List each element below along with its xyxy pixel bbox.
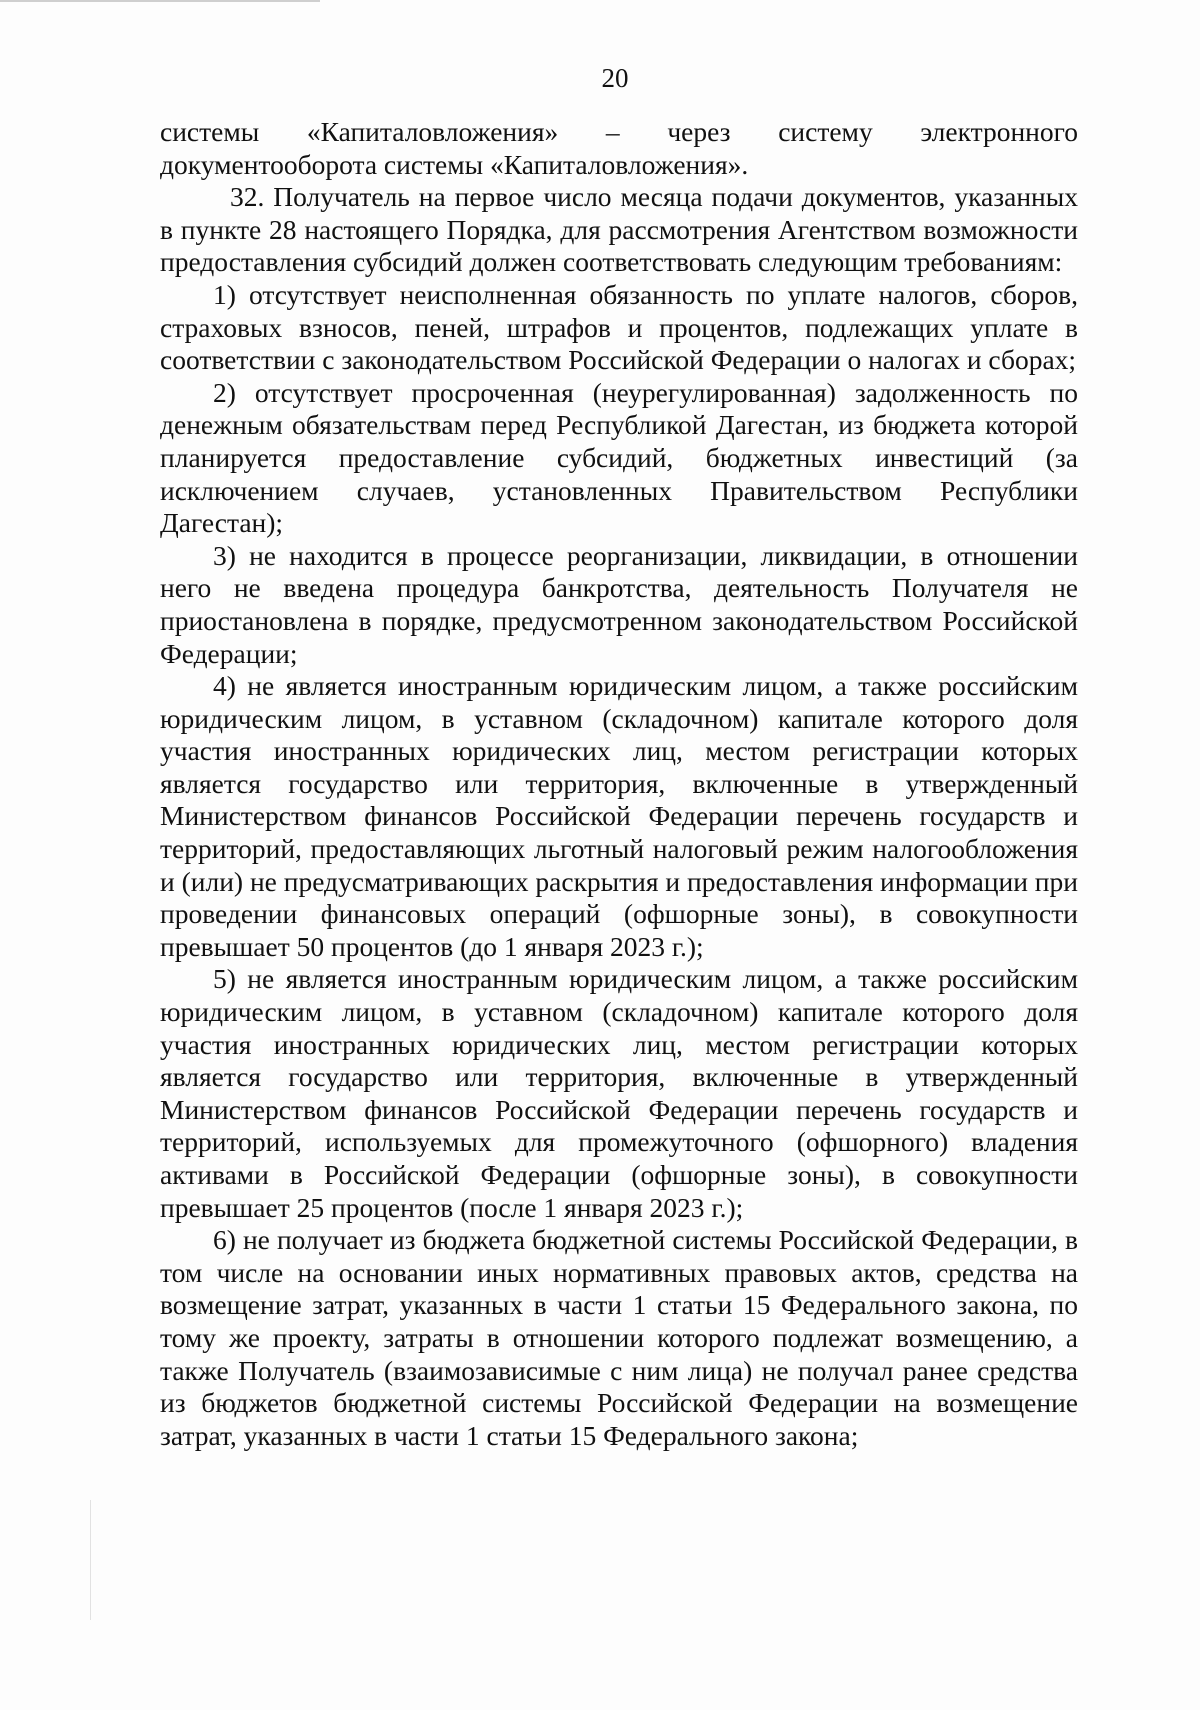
document-body (160, 116, 1078, 1452)
paragraph-requirement-2: 2) отсутствует просроченная (неурегулированная) задолженность по денежным обязательствам перед Республикой Дагестан, из бюджета которой планируется предоставление субсидий, бюджетных инвестиций (за исключением случаев, установленных Правительством Республики Дагестан); (160, 376, 1078, 539)
paragraph-requirement-1: 1) отсутствует неисполненная обязанность по уплате налогов, сборов, страховых взносов, пеней, штрафов и процентов, подлежащих уплате в соответствии с законодательством Российской Федерации о налогах и сборах; (160, 278, 1078, 376)
paragraph-requirement-5: 5) не является иностранным юридическим лицом, а также российским юридическим лицом, в уставном (складочном) капитале которого доля участия иностранных юридических лиц, местом регистрации которых является государство или территория, включенные в утвержденный Министерством финансов Российской Федерации перечень государств и территорий, используемых для промежуточного (офшорного) владения активами в Российской Федерации (офшорные зоны), в совокупности превышает 25 процентов (после 1 января 2023 г.); (160, 963, 1078, 1223)
paragraph-item-32: 32. Получатель на первое число месяца подачи документов, указанных в пункте 28 настоящего Порядка, для рассмотрения Агентством возможности предоставления субсидий должен соответствовать следующим требованиям: (160, 181, 1078, 278)
scan-edge-left (90, 1500, 91, 1620)
page-number: 20 (601, 63, 629, 93)
paragraph-continuation: системы «Капиталовложения» – через систему электронного документооборота системы «Капиталовложения». (160, 116, 1078, 180)
paragraph-requirement-6: 6) не получает из бюджета бюджетной системы Российской Федерации, в том числе на основании иных нормативных правовых актов, средства на возмещение затрат, указанных в части 1 статьи 15 Федерального закона, по тому же проекту, затраты в отношении которого подлежат возмещению, а также Получатель (взаимозависимые с ним лица) не получал ранее средства из бюджетов бюджетной системы Российской Федерации на возмещение затрат, указанных в части 1 статьи 15 Федерального закона; (160, 1224, 1078, 1451)
paragraph-requirement-4: 4) не является иностранным юридическим лицом, а также российским юридическим лицом, в уставном (складочном) капитале которого доля участия иностранных юридических лиц, местом регистрации которых является государство или территория, включенные в утвержденный Министерством финансов Российской Федерации перечень государств и территорий, предоставляющих льготный налоговый режим налогообложения и (или) не предусматривающих раскрытия и предоставления информации при проведении финансовых операций (офшорные зоны), в совокупности превышает 50 процентов (до 1 января 2023 г.); (160, 670, 1078, 962)
scan-edge-top (0, 0, 320, 2)
paragraph-requirement-3: 3) не находится в процессе реорганизации, ликвидации, в отношении него не введена процедура банкротства, деятельность Получателя не приостановлена в порядке, предусмотренном законодательством Российской Федерации; (160, 539, 1078, 669)
